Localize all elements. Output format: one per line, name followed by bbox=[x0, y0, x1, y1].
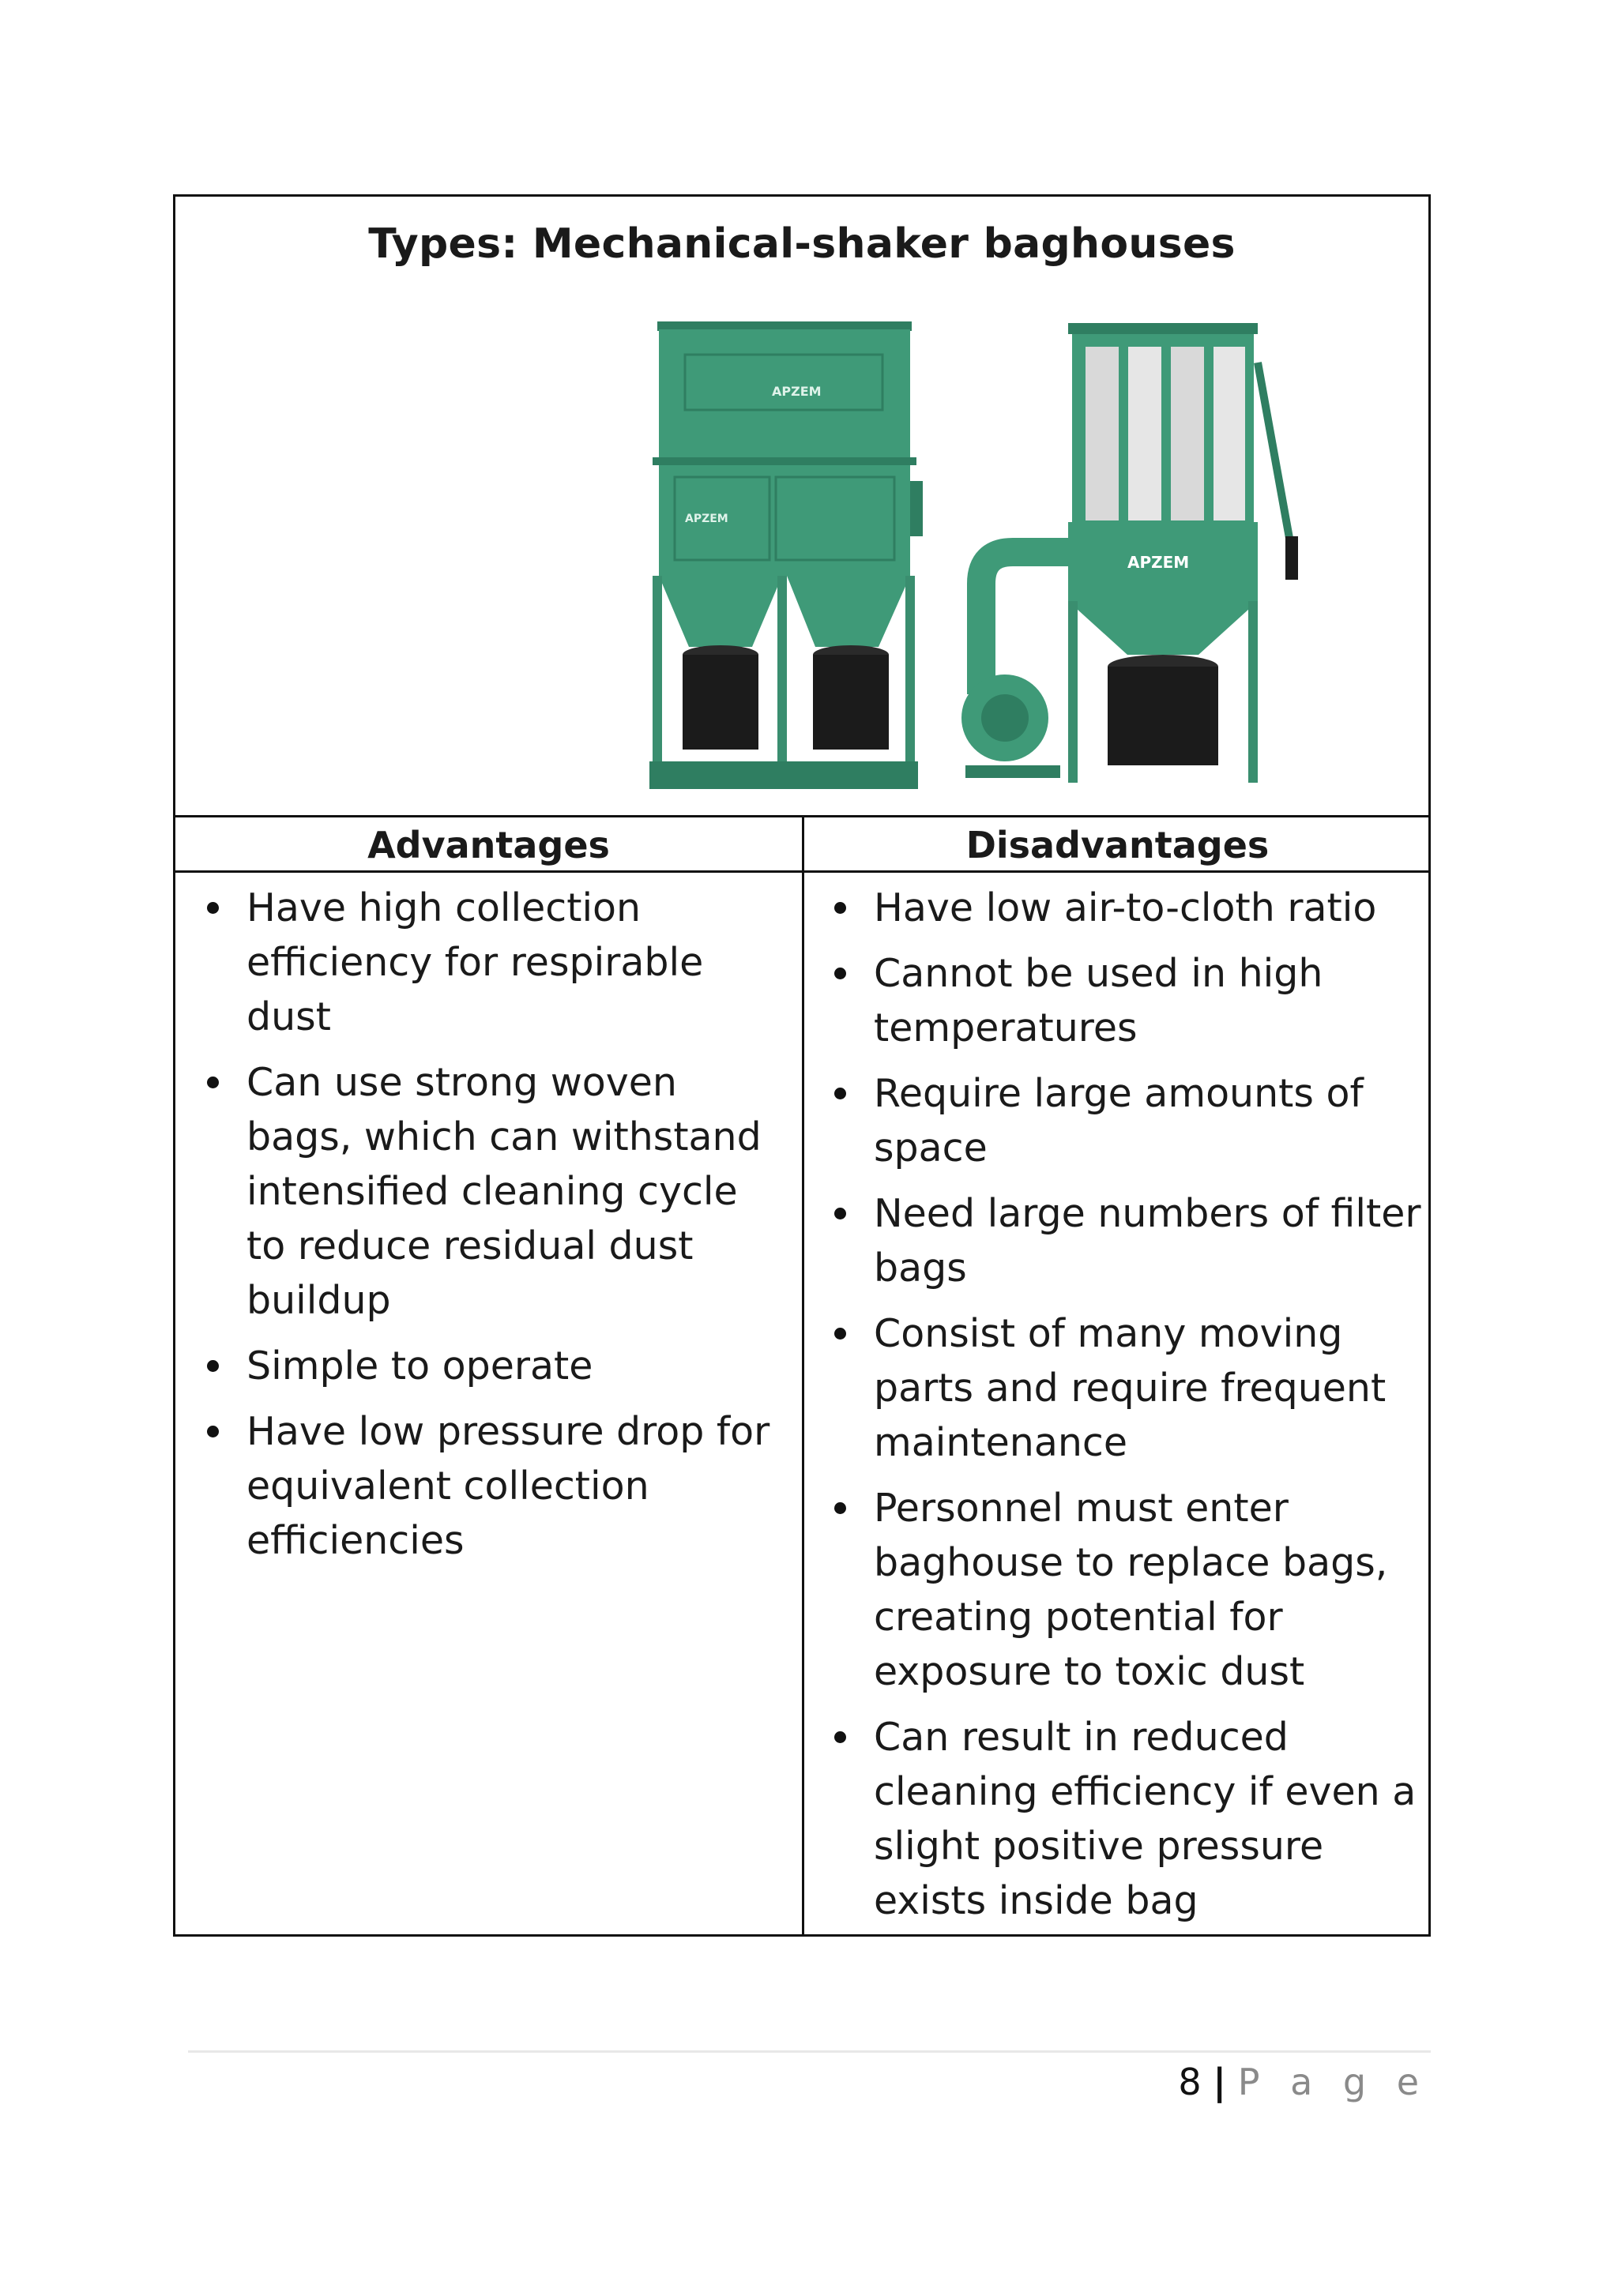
column-divider bbox=[802, 817, 804, 1934]
list-item: Personnel must enter baghouse to replace bags, creating potential for exposure to toxic dust bbox=[825, 1481, 1425, 1699]
list-item: Can result in reduced cleaning efficiency if even a slight positive pressure exists inside bag bbox=[825, 1710, 1425, 1928]
page-footer bbox=[1178, 2058, 1428, 2106]
bullet-icon bbox=[207, 1077, 219, 1088]
footer-rule bbox=[188, 2050, 1431, 2053]
list-item: Have low air-to-cloth ratio bbox=[825, 881, 1425, 935]
bullet-icon bbox=[834, 1502, 846, 1514]
list-item: Need large numbers of filter bags bbox=[825, 1186, 1425, 1295]
bullet-icon bbox=[834, 1328, 846, 1340]
footer-separator: | bbox=[1213, 2061, 1227, 2103]
bullet-icon bbox=[834, 968, 846, 979]
list-item: Have high collection efficiency for respirable dust bbox=[198, 881, 782, 1044]
svg-text:APZEM: APZEM bbox=[685, 513, 728, 525]
bullet-icon bbox=[207, 902, 219, 914]
svg-text:APZEM: APZEM bbox=[772, 384, 822, 399]
list-item: Cannot be used in high temperatures bbox=[825, 946, 1425, 1055]
bullet-icon bbox=[207, 1360, 219, 1372]
list-item: Require large amounts of space bbox=[825, 1066, 1425, 1175]
bullet-icon bbox=[834, 1088, 846, 1099]
page-word: P a g e bbox=[1237, 2061, 1428, 2103]
comparison-table bbox=[173, 194, 1431, 1937]
bullet-icon bbox=[834, 1208, 846, 1219]
disadvantages-heading: Disadvantages bbox=[965, 824, 1270, 866]
disadvantages-list bbox=[825, 881, 1425, 1939]
advantages-heading: Advantages bbox=[367, 824, 610, 866]
bullet-icon bbox=[207, 1426, 219, 1437]
table-header-cell bbox=[175, 197, 1428, 817]
baghouse-illustration bbox=[460, 315, 1329, 805]
cyclone-baghouse-image bbox=[961, 323, 1298, 783]
page-number: 8 bbox=[1178, 2061, 1202, 2103]
table-title: Types: Mechanical-shaker baghouses bbox=[368, 220, 1236, 268]
list-item: Have low pressure drop for equivalent collection efficiencies bbox=[198, 1404, 782, 1568]
list-item: Simple to operate bbox=[198, 1339, 782, 1393]
svg-text:APZEM: APZEM bbox=[1127, 553, 1190, 572]
list-item: Can use strong woven bags, which can withstand intensified cleaning cycle to reduce residual dust buildup bbox=[198, 1055, 782, 1328]
bullet-icon bbox=[834, 902, 846, 914]
dual-hopper-baghouse-image bbox=[649, 321, 923, 789]
bullet-icon bbox=[834, 1731, 846, 1743]
list-item: Consist of many moving parts and require frequent maintenance bbox=[825, 1306, 1425, 1470]
advantages-list bbox=[198, 881, 782, 1579]
